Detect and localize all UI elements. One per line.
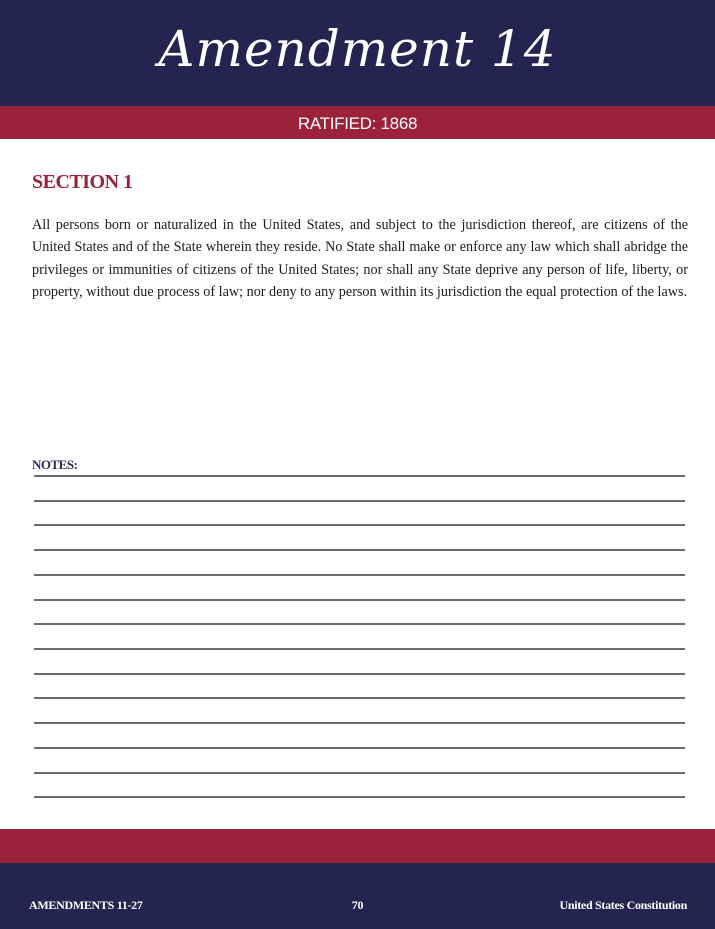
section-text: All persons born or naturalized in the United States, and subject to the jurisdiction thereof, are citizens of the United States and of the State wherein they reside. No State shall make or enforce any law which shall abridge the privileges or immunities of citizens of the United States; nor shall any State deprive any person of life, liberty, or property, without due process of law; nor deny to any person within its jurisdiction the equal protection of the laws. <box>32 217 688 300</box>
footer-section-label: AMENDMENTS 11-27 <box>29 898 143 912</box>
ratified-banner <box>0 106 715 139</box>
notes-line[interactable] <box>34 747 685 749</box>
notes-line[interactable] <box>34 722 685 724</box>
page-title: Amendment 14 <box>158 20 557 78</box>
section-heading: SECTION 1 <box>32 171 133 193</box>
notes-line[interactable] <box>34 524 685 526</box>
page-number: 70 <box>351 898 364 912</box>
footer-document-title: United States Constitution <box>559 898 687 912</box>
notes-line[interactable] <box>34 500 685 502</box>
header-banner <box>0 0 715 106</box>
notes-line[interactable] <box>34 673 685 675</box>
notes-line[interactable] <box>34 475 685 477</box>
notes-label: NOTES: <box>32 457 78 472</box>
footer-navy-band <box>0 863 715 929</box>
notes-line[interactable] <box>34 549 685 551</box>
notes-line[interactable] <box>34 623 685 625</box>
ratified-date: RATIFIED: 1868 <box>297 114 418 133</box>
footer-red-band <box>0 829 715 863</box>
notes-line[interactable] <box>34 697 685 699</box>
notes-line[interactable] <box>34 599 685 601</box>
notes-line[interactable] <box>34 772 685 774</box>
notes-line[interactable] <box>34 796 685 798</box>
notes-line[interactable] <box>34 574 685 576</box>
notes-line[interactable] <box>34 648 685 650</box>
